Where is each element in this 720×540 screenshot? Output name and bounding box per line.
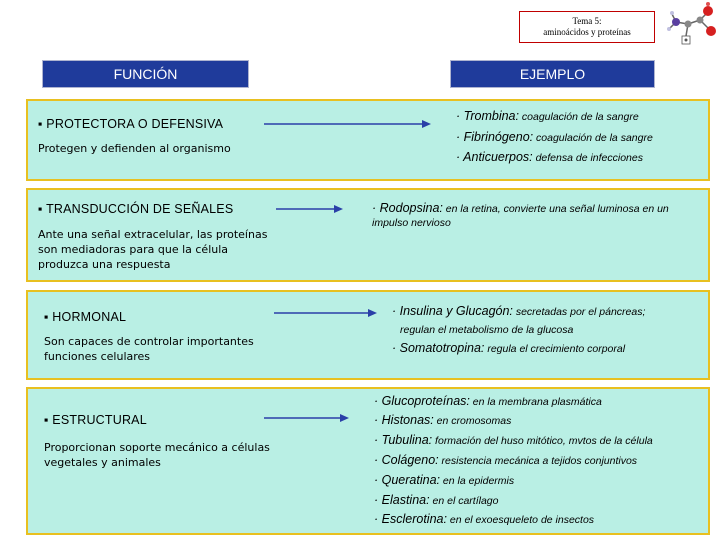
- header-ejemplo: EJEMPLO: [450, 60, 655, 88]
- category-hormonal: ▪ HORMONAL: [44, 310, 127, 324]
- description-estructural: Proporcionan soporte mecánico a células vegetales y animales: [44, 441, 270, 469]
- category-estructural: ▪ ESTRUCTURAL: [44, 413, 147, 427]
- description-hormonal: Son capaces de controlar importantes funciones celulares: [44, 335, 254, 363]
- example-rodopsina: · Rodopsina: en la retina, convierte una señal luminosa en un impulso nervioso: [372, 201, 669, 229]
- arrow-hormonal: [274, 308, 378, 318]
- arrow-transduccion: [276, 204, 344, 214]
- description-protectora: Protegen y defienden al organismo: [38, 142, 231, 155]
- example-insulina-cont: regulan el metabolismo de la glucosa: [400, 324, 574, 336]
- example-somatotropina: · Somatotropina: regula el crecimiento corporal: [392, 341, 626, 355]
- description-transduccion: Ante una señal extracelular, las proteínas son mediadoras para que la célula produzca una respuesta: [38, 228, 268, 271]
- example-colageno: · Colágeno: resistencia mecánica a tejidos conjuntivos: [374, 453, 638, 467]
- example-tubulina: · Tubulina: formación del huso mitótico, mvtos de la célula: [374, 433, 653, 447]
- topic-line-2: aminoácidos y proteínas: [543, 27, 631, 37]
- arrow-estructural: [264, 413, 350, 423]
- example-queratina: · Queratina: en la epidermis: [374, 473, 515, 487]
- example-esclerotina: · Esclerotina: en el exoesqueleto de insectos: [374, 512, 595, 526]
- example-trombina: · Trombina: coagulación de la sangre: [456, 109, 639, 123]
- topic-line-1: Tema 5:: [572, 16, 602, 26]
- example-fibrinogeno: · Fibrinógeno: coagulación de la sangre: [456, 130, 653, 144]
- example-anticuerpos: · Anticuerpos: defensa de infecciones: [456, 150, 643, 164]
- example-histonas: · Histonas: en cromosomas: [374, 413, 512, 427]
- header-funcion: FUNCIÓN: [42, 60, 249, 88]
- example-insulina: · Insulina y Glucagón: secretadas por el páncreas;: [392, 304, 646, 318]
- category-transduccion: ▪ TRANSDUCCIÓN DE SEÑALES: [38, 202, 234, 216]
- example-glucoproteinas: · Glucoproteínas: en la membrana plasmática: [374, 394, 602, 408]
- arrow-protectora: [264, 119, 432, 129]
- category-protectora: ▪ PROTECTORA O DEFENSIVA: [38, 117, 224, 131]
- amino-acid-molecule-icon: [664, 2, 718, 50]
- topic-box: [519, 11, 655, 43]
- example-elastina: · Elastina: en el cartílago: [374, 493, 499, 507]
